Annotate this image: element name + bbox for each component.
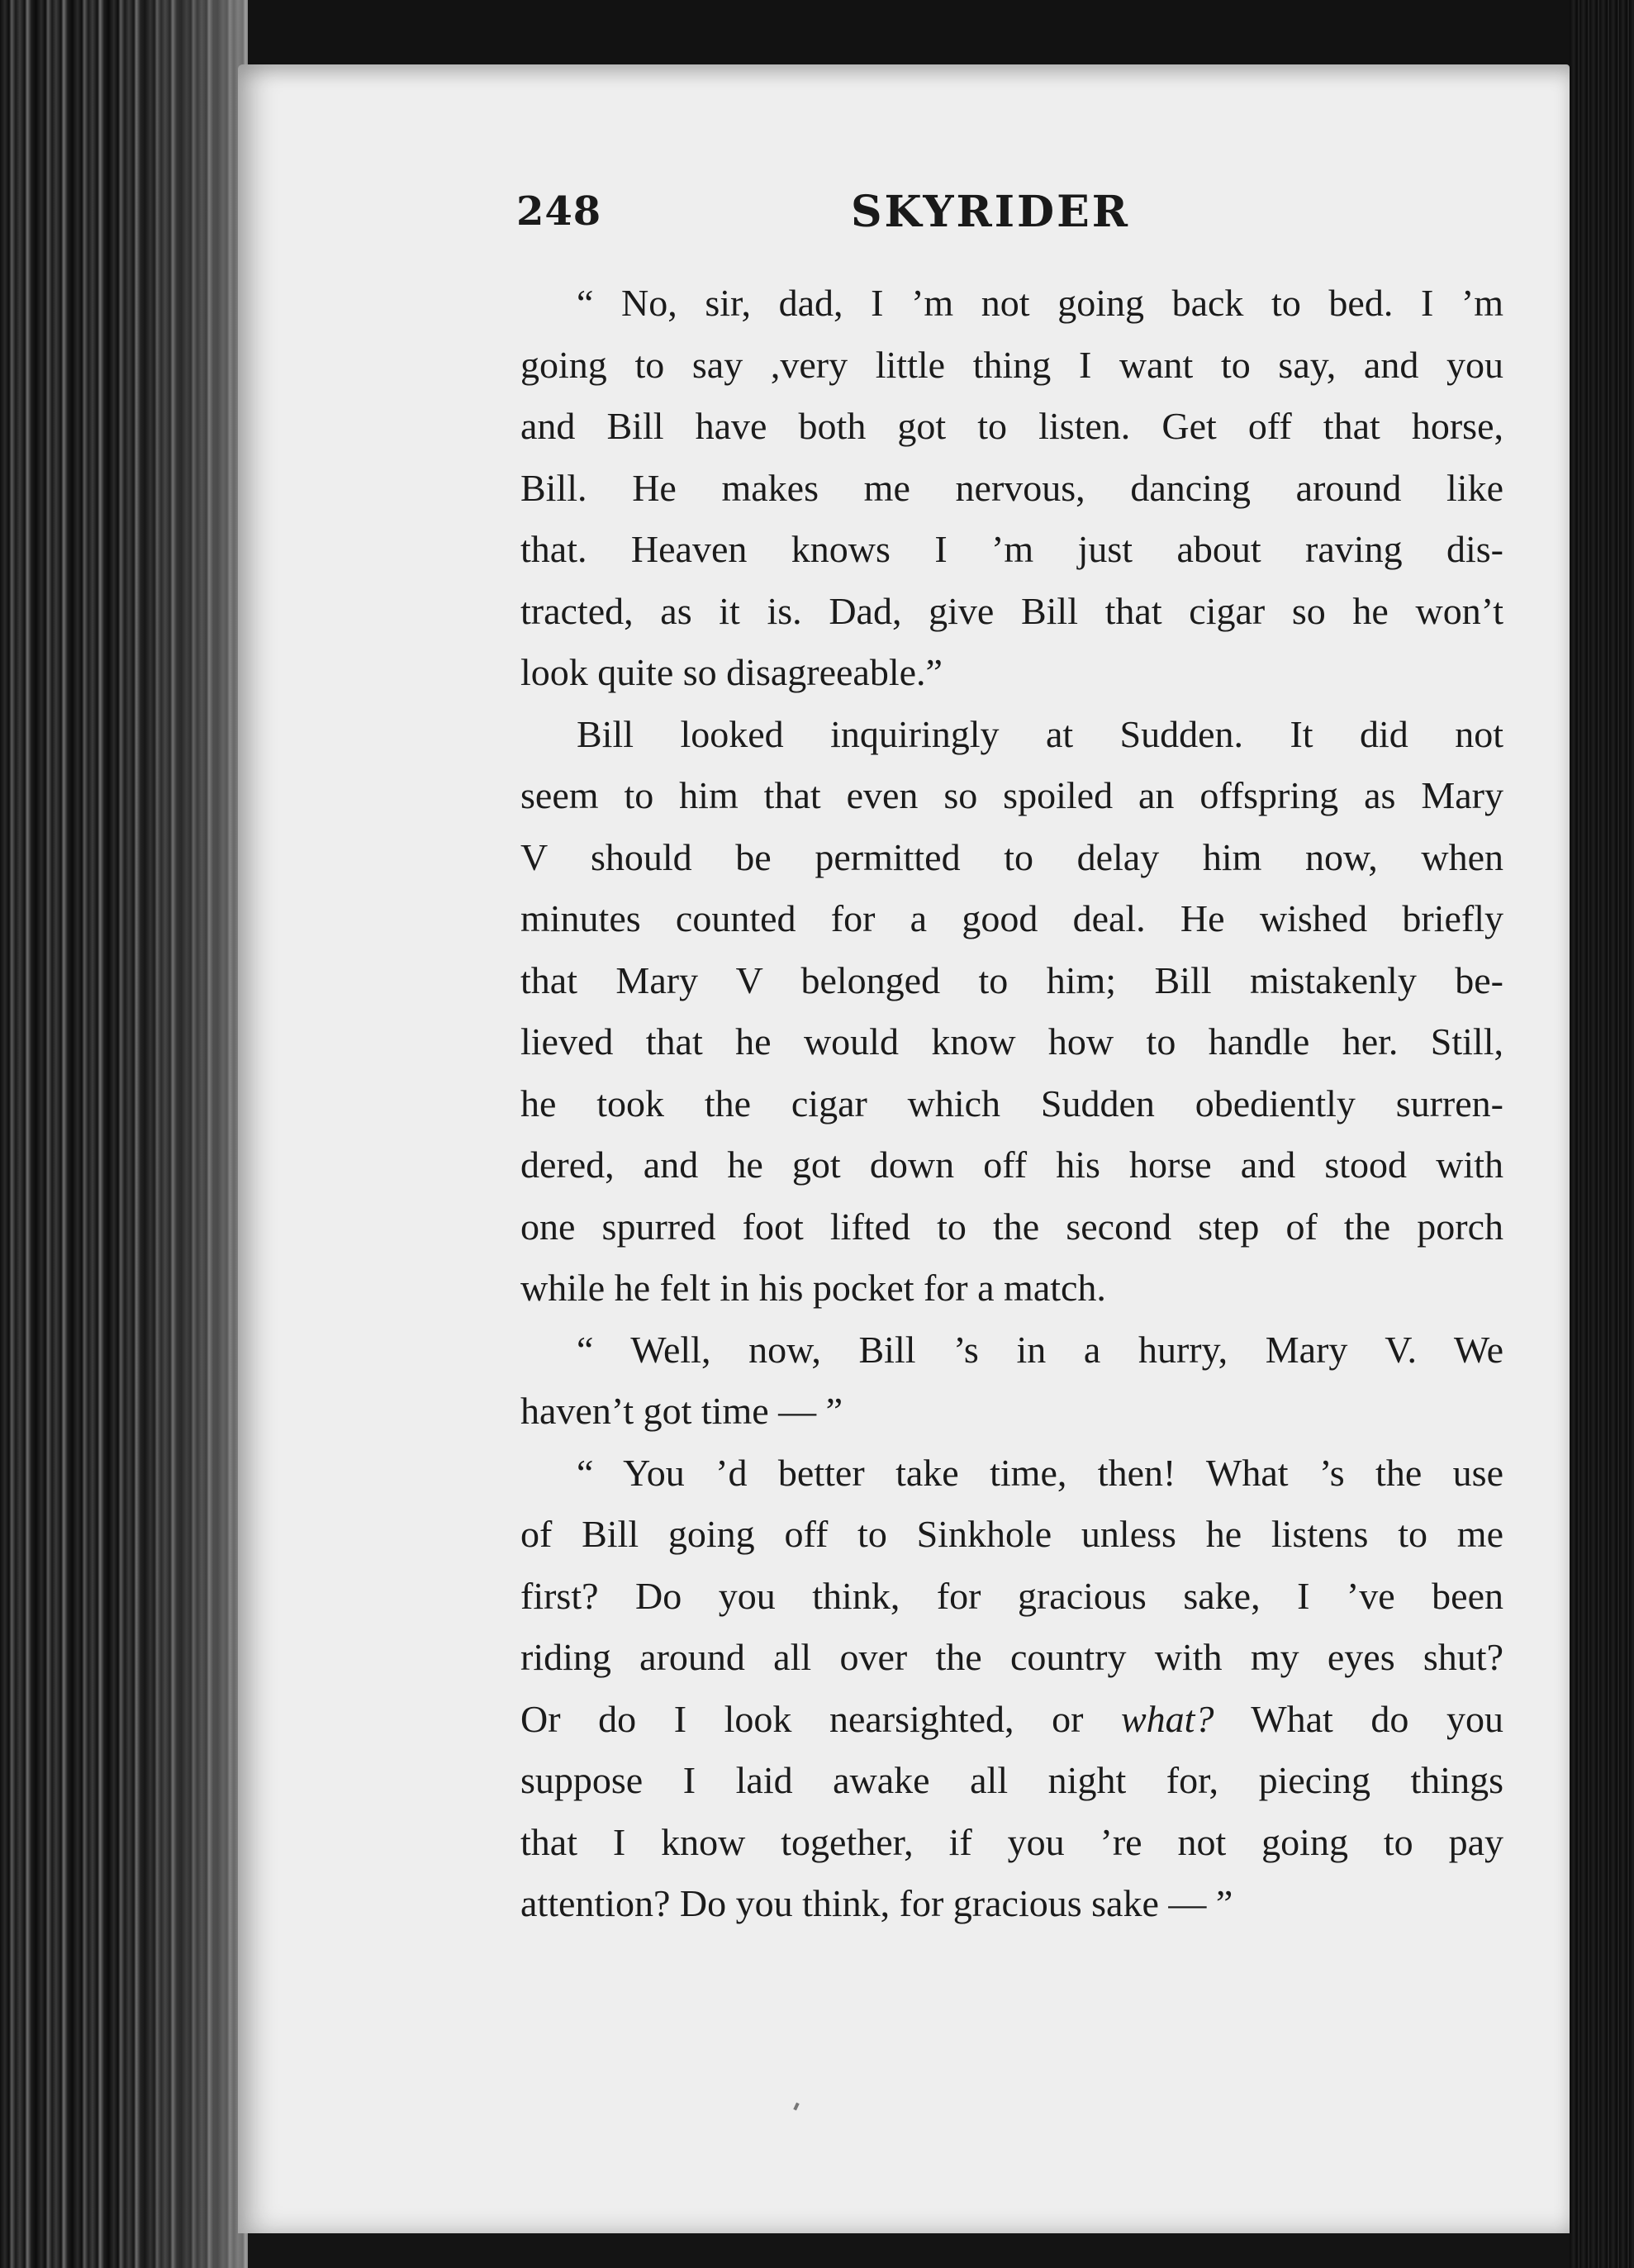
text-line: and Bill have both got to listen. Get off that horse, (520, 405, 1503, 447)
text-line: one spurred foot lifted to the second step of the porch (520, 1205, 1503, 1248)
text-segment: Or do I look nearsighted, or (520, 1697, 1121, 1740)
text-line: “ Well, now, Bill ’s in a hurry, Mary V. We (577, 1328, 1503, 1371)
running-head (516, 183, 1161, 250)
text-line: lieved that he would know how to handle her. Still, (520, 1020, 1503, 1063)
text-line: that. Heaven knows I ’m just about raving dis- (520, 528, 1503, 570)
text-line: riding around all over the country with my eyes shut? (520, 1636, 1503, 1678)
text-line: dered, and he got down off his horse and stood with (520, 1144, 1503, 1186)
text-line: haven’t got time — ” (520, 1390, 843, 1432)
text-line: Bill. He makes me nervous, dancing around like (520, 466, 1503, 509)
scan-right-border (1570, 0, 1634, 2268)
text-line: minutes counted for a good deal. He wished briefly (520, 897, 1503, 939)
text-line: tracted, as it is. Dad, give Bill that cigar so he won’t (520, 589, 1503, 632)
text-line: look quite so disagreeable.” (520, 651, 943, 693)
text-line: he took the cigar which Sudden obediently surren- (520, 1082, 1503, 1124)
page-body-text (520, 273, 1503, 1935)
text-line: Bill looked inquiringly at Sudden. It did not (577, 712, 1503, 755)
text-line: first? Do you think, for gracious sake, I ’ve been (520, 1574, 1503, 1617)
text-line: attention? Do you think, for gracious sake — ” (520, 1882, 1233, 1924)
spine-shadow (124, 0, 248, 2268)
italic-word: what? (1120, 1697, 1214, 1740)
text-line: “ No, sir, dad, I ’m not going back to bed. I ’m (577, 282, 1503, 324)
text-line: suppose I laid awake all night for, piecing things (520, 1759, 1503, 1801)
text-line: that Mary V belonged to him; Bill mistakenly be- (520, 958, 1503, 1001)
text-line: that I know together, if you ’re not going to pay (520, 1820, 1503, 1863)
text-line: V should be permitted to delay him now, when (520, 835, 1503, 878)
book-title: SKYRIDER (851, 187, 1130, 237)
text-line: while he felt in his pocket for a match. (520, 1267, 1106, 1309)
text-line-with-italic (520, 1689, 1503, 1751)
text-line: “ You ’d better take time, then! What ’s the use (577, 1451, 1503, 1494)
text-line: of Bill going off to Sinkhole unless he listens to me (520, 1513, 1503, 1555)
text-line: going to say ,very little thing I want to say, and you (520, 343, 1503, 386)
text-line: seem to him that even so spoiled an offspring as Mary (520, 774, 1503, 816)
page-number: 248 (516, 188, 602, 235)
text-segment: What do you (1214, 1697, 1503, 1740)
